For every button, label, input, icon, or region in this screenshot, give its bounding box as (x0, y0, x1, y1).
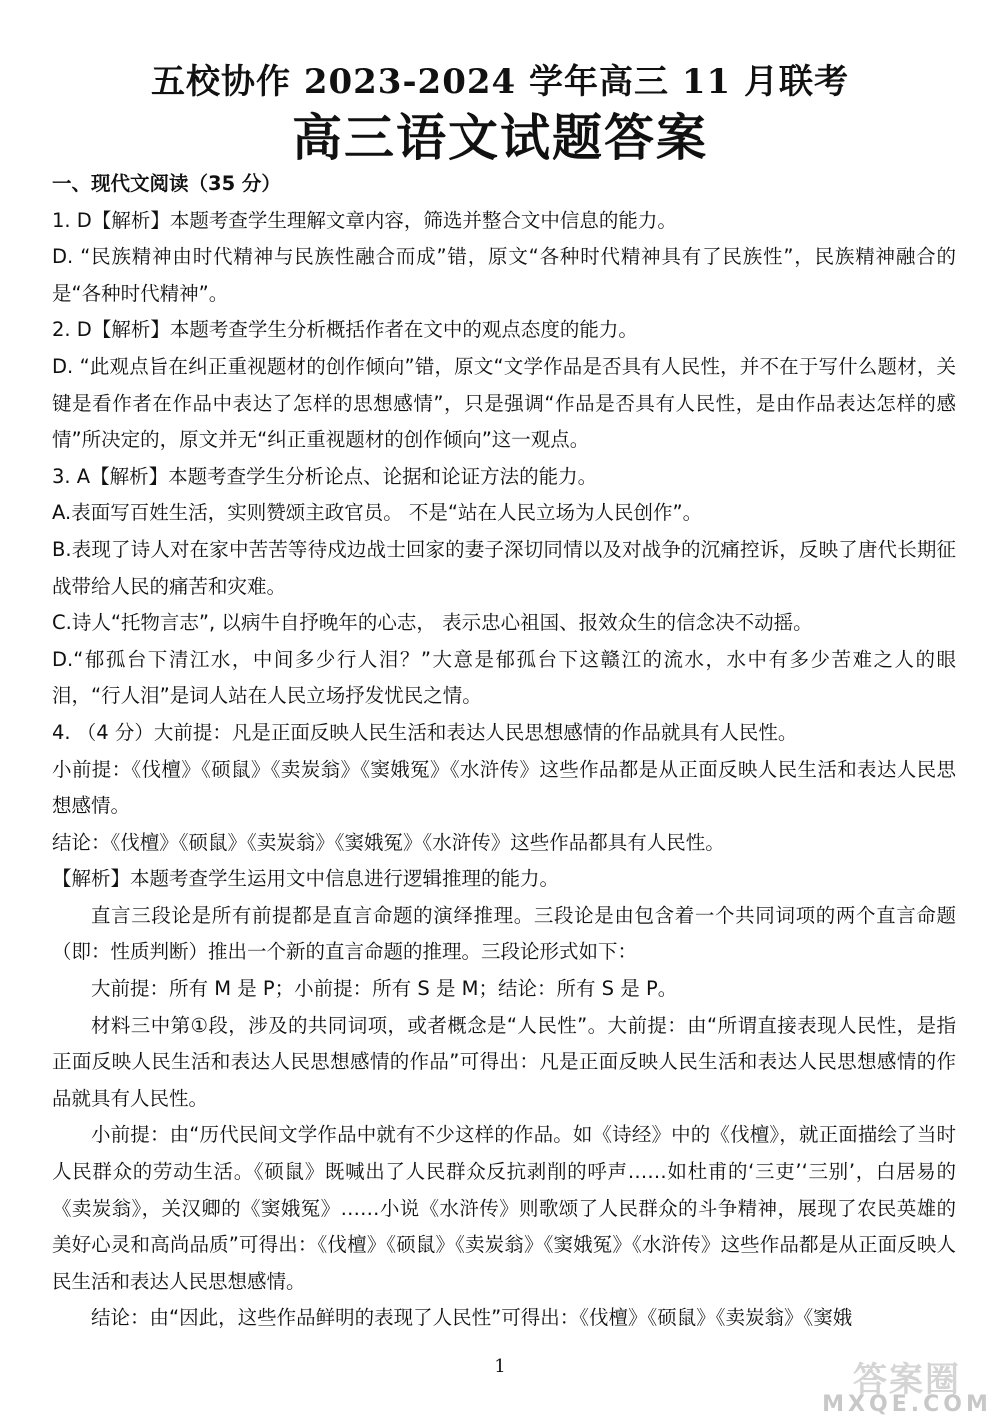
page-number: 1 (494, 1356, 506, 1377)
answer-paragraph: 小前提：《伐檀》《硕鼠》《卖炭翁》《窦娥冤》《水浒传》这些作品都是从正面反映人民生活和表达人民思想感情。 (52, 757, 956, 818)
answer-paragraph: D. “民族精神由时代精神与民族性融合而成”错，原文“各种时代精神具有了民族性”，民族精神融合的是“各种时代精神”。 (52, 245, 956, 305)
answer-paragraph: C.诗人“托物言志”, 以病牛自抒晚年的心志， 表示忠心祖国、报效众生的信念决不动摇。 (52, 611, 813, 635)
exam-title: 五校协作 2023-2024 学年高三 11 月联考 (150, 62, 850, 102)
answer-paragraph: 结论：《伐檀》《硕鼠》《卖炭翁》《窦娥冤》《水浒传》这些作品都具有人民性。 (52, 830, 725, 854)
answer-paragraph: 材料三中第①段，涉及的共同词项，或者概念是“人民性”。大前提：由“所谓直接表现人民性，是指正面反映人民生活和表达人民思想感情的作品”可得出：凡是正面反映人民生活和表达人民思想感情的作品就具有人民性。 (52, 1013, 956, 1110)
answer-paragraph: B.表现了诗人对在家中苦苦等待戍边战士回家的妻子深切同情以及对战争的沉痛控诉，反映了唐代长期征战带给人民的痛苦和灾难。 (52, 537, 956, 598)
answer-paragraph: 小前提：由“历代民间文学作品中就有不少这样的作品。如《诗经》中的《伐檀》，就正面描绘了当时人民群众的劳动生活。《硕鼠》既喊出了人民群众反抗剥削的呼声……如杜甫的‘三吏’‘三别’，白居易的《卖炭翁》，关汉卿的《窦娥冤》……小说《水浒传》则歌颂了人民群众的斗争精神，展现了农民英雄的美好心灵和高尚品质”可得出：《伐檀》《硕鼠》《卖炭翁》《窦娥冤》《水浒传》这些作品都是从正面反映人民生活和表达人民思想感情。 (52, 1123, 956, 1293)
answer-paragraph: 3. A【解析】本题考查学生分析论点、论据和论证方法的能力。 (52, 464, 598, 488)
answer-paragraph: D. “此观点旨在纠正重视题材的创作倾向”错，原文“文学作品是否具有人民性，并不在于写什么题材，关键是看作者在作品中表达了怎样的思想感情”，只是强调“作品是否具有人民性，是由作品表达怎样的感情”所决定的，原文并无“纠正重视题材的创作倾向”这一观点。 (52, 354, 956, 452)
answer-paragraph: 大前提：所有 M 是 P；小前提：所有 S 是 M；结论：所有 S 是 P。 (91, 977, 678, 1001)
section-heading: 一、现代文阅读（35 分） (52, 172, 281, 195)
watermark-text: 答案圈 (853, 1360, 961, 1400)
answer-body (52, 166, 956, 1337)
document-title: 高三语文试题答案 (292, 108, 708, 167)
answer-paragraph: A.表面写百姓生活，实则赞颂主政官员。 不是“站在人民立场为人民创作”。 (52, 501, 703, 525)
watermark-url: MXQE.COM (822, 1392, 992, 1417)
answer-paragraph: 直言三段论是所有前提都是直言命题的演绎推理。三段论是由包含着一个共同词项的两个直言命题（即：性质判断）推出一个新的直言命题的推理。三段论形式如下： (52, 903, 956, 964)
answer-paragraph: 【解析】本题考查学生运用文中信息进行逻辑推理的能力。 (52, 867, 560, 891)
answer-paragraph: D.“郁孤台下清江水，中间多少行人泪？”大意是郁孤台下这赣江的流水，水中有多少苦难之人的眼泪，“行人泪”是词人站在人民立场抒发忧民之情。 (52, 647, 956, 708)
answer-paragraph: 1. D【解析】本题考查学生理解文章内容，筛选并整合文中信息的能力。 (52, 208, 677, 232)
answer-paragraph: 2. D【解析】本题考查学生分析概括作者在文中的观点态度的能力。 (52, 318, 638, 342)
answer-paragraph: 4. （4 分）大前提：凡是正面反映人民生活和表达人民思想感情的作品就具有人民性。 (52, 720, 798, 744)
answer-paragraph: 结论：由“因此，这些作品鲜明的表现了人民性”可得出：《伐檀》《硕鼠》《卖炭翁》《窦娥 (91, 1306, 853, 1330)
